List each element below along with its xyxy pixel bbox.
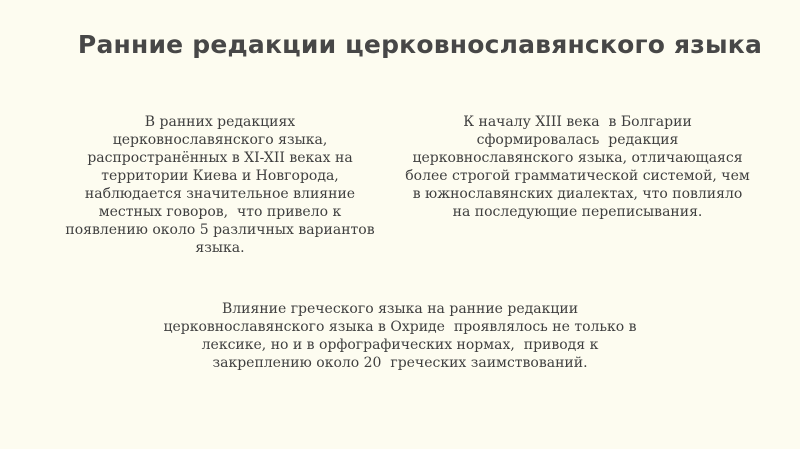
text-line: В ранних редакциях [144,114,296,130]
text-line: церковнославянского языка в Охриде проявлялось не только в [163,319,637,335]
text-line: местных говоров, что привело к [98,204,342,220]
text-line: на последующие переписывания. [452,204,703,220]
text-line: распространённых в XI-XII веках на [87,150,353,166]
text-line: языка. [195,240,245,256]
left-text-block [40,113,400,257]
text-line: К началу XIII века в Болгарии [463,114,692,130]
text-line: территории Киева и Новгорода, [101,168,339,184]
text-line: церковнославянского языка, [112,132,328,148]
text-line: появлению около 5 различных вариантов [65,222,375,238]
text-line: в южнославянских диалектах, что повлияло [412,186,743,202]
text-line: Влияние греческого языка на ранние редакции [221,301,579,317]
text-line: церковнославянского языка, отличающаяся [412,150,743,166]
text-line: лексике, но и в орфографических нормах, приводя к [201,337,599,353]
bottom-text-block [120,300,680,372]
right-text-block [395,113,760,221]
text-line: закреплению около 20 греческих заимствований. [212,355,588,371]
text-line: сформировалась редакция [476,132,679,148]
text-line: наблюдается значительное влияние [84,186,356,202]
slide-title: Ранние редакции церковнославянского языка [77,30,763,59]
text-line: более строгой грамматической системой, чем [405,168,750,184]
